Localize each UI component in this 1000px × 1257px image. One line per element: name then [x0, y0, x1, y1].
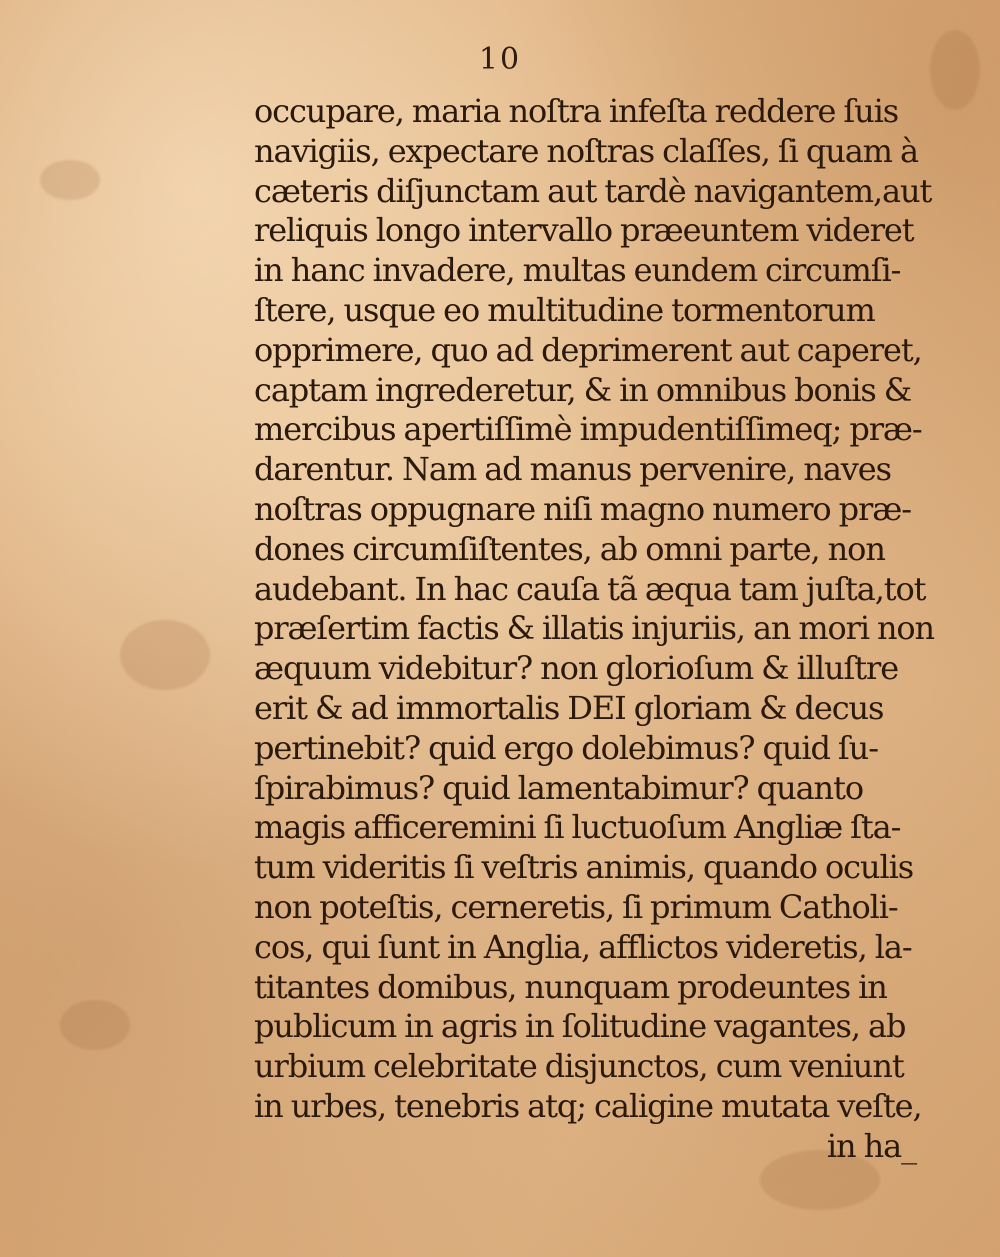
text-line: opprimere, quo ad deprimerent aut caperet,	[254, 330, 922, 369]
text-line: audebant. In hac cauſa tã æqua tam juſta,tot	[254, 569, 926, 608]
text-line: non poteſtis, cerneretis, ſi primum Catholi-	[254, 887, 898, 926]
text-line: noſtras oppugnare niſi magno numero præ-	[254, 489, 911, 528]
text-line: urbium celebritate disjunctos, cum veniunt	[254, 1047, 904, 1086]
text-line: in hanc invadere, multas eundem circumſi-	[254, 251, 901, 290]
text-line: dones circumſiſtentes, ab omni parte, non	[254, 529, 885, 568]
text-line: darentur. Nam ad manus pervenire, naves	[254, 450, 891, 489]
text-line: captam ingrederetur, & in omnibus bonis &	[254, 370, 912, 409]
text-line: reliquis longo intervallo præeuntem videret	[254, 211, 914, 250]
paper-stain	[40, 160, 100, 200]
body-text	[254, 92, 934, 1167]
paper-stain	[60, 1000, 130, 1050]
text-line: titantes domibus, nunquam prodeuntes in	[254, 967, 887, 1006]
text-line: mercibus apertiſſimè impudentiſſimeq; præ-	[254, 410, 922, 449]
text-line: cæteris diſjunctam aut tardè navigantem,aut	[254, 171, 932, 210]
text-line: in urbes, tenebris atq; caligine mutata veſte,	[254, 1086, 922, 1125]
catchword: in ha_	[826, 1126, 916, 1165]
paper-stain	[120, 620, 210, 690]
text-line: æquum videbitur? non glorioſum & illuſtre	[254, 649, 899, 688]
page-number: 10	[478, 42, 522, 77]
text-line: erit & ad immortalis DEI gloriam & decus	[254, 688, 884, 727]
text-line: ſpirabimus? quid lamentabimur? quanto	[254, 768, 863, 807]
text-line: præſertim factis & illatis injuriis, an mori non	[254, 609, 934, 648]
text-line: pertinebit? quid ergo dolebimus? quid ſu-	[254, 728, 878, 767]
text-line: navigiis, expectare noſtras claſſes, ſi quam à	[254, 131, 918, 170]
text-line: ſtere, usque eo multitudine tormentorum	[254, 290, 875, 329]
text-line: occupare, maria noſtra infeſta reddere ſuis	[254, 92, 899, 130]
text-line: magis afficeremini ſi luctuoſum Angliæ ſta-	[254, 808, 901, 847]
text-line: tum videritis ſi veſtris animis, quando oculis	[254, 848, 914, 887]
text-line: publicum in agris in ſolitudine vagantes, ab	[254, 1007, 906, 1046]
text-line: cos, qui ſunt in Anglia, afflictos videretis, la-	[254, 927, 912, 966]
